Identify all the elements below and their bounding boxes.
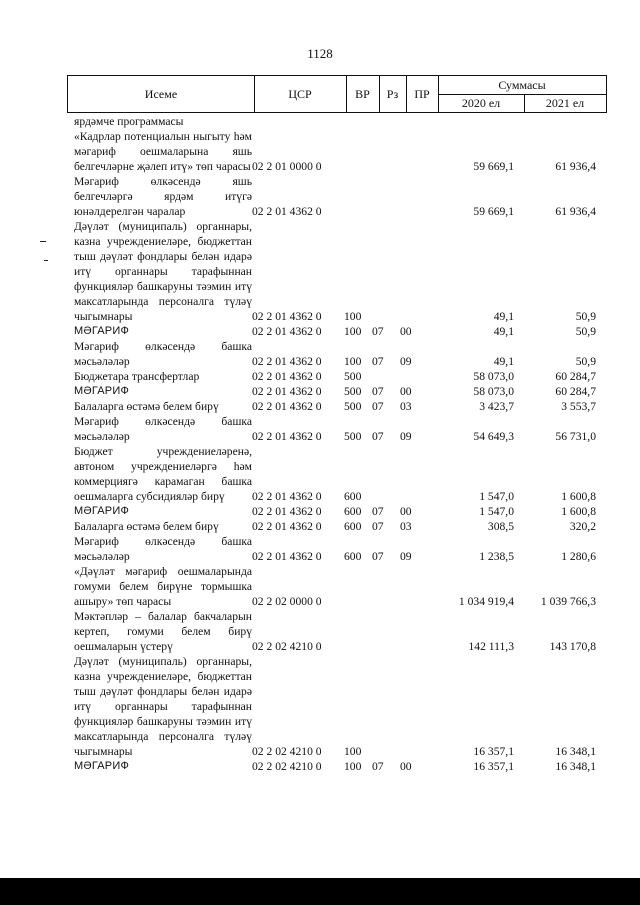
cell-rz: 07 [372,355,384,368]
cell-pr: 00 [400,760,412,773]
cell-vr: 100 [344,355,362,368]
margin-mark [40,241,46,242]
cell-csr: 02 2 01 4362 0 [252,355,322,368]
cell-csr: 02 2 01 4362 0 [252,400,322,413]
cell-rz: 07 [372,400,384,413]
header-vr: ВР [355,86,370,101]
cell-name: Мәгариф өлкәсендә башка мәсьәләләр [74,415,252,443]
cell-y1: 1 034 919,4 [458,595,514,608]
cell-y2: 50,9 [575,310,596,323]
table-row [74,399,614,414]
cell-y2: 61 936,4 [555,160,596,173]
table-row [74,174,614,219]
header-sums: Суммасы [498,77,546,92]
cell-name: Мәгариф өлкәсендә башка мәсьәләләр [74,340,252,368]
cell-rz: 07 [372,430,384,443]
cell-csr: 02 2 01 4362 0 [252,370,322,383]
cell-y2: 320,2 [569,520,596,533]
cell-pr: 00 [400,385,412,398]
table-row [74,444,614,504]
cell-y1: 58 073,0 [473,370,514,383]
table-row [74,219,614,324]
cell-y1: 59 669,1 [473,205,514,218]
table-row [74,114,614,129]
table-row [74,414,614,444]
table-row [74,519,614,534]
cell-name: Дәүләт (муниципаль) органнары, казна учреждениеләре, бюджеттан тыш дәүләт фондлары белән идарә итү органнары тарафыннан функцияләр башкаруны тәэмин итү максатларында персоналга түләү чыгымнары [74,220,252,323]
cell-csr: 02 2 01 4362 0 [252,310,322,323]
cell-vr: 600 [344,490,362,503]
cell-name: Дәүләт (муниципаль) органнары, казна учреждениеләре, бюджеттан тыш дәүләт фондлары белән идарә итү органнары тарафыннан функцияләр башкаруны тәэмин итү максатларында персоналга түләү чыгымнары [74,655,252,758]
cell-name: МӘГАРИФ [74,385,130,397]
cell-y1: 59 669,1 [473,160,514,173]
cell-pr: 09 [400,355,412,368]
cell-y2: 60 284,7 [555,385,596,398]
cell-y1: 1 547,0 [479,490,514,503]
cell-csr: 02 2 01 4362 0 [252,550,322,563]
cell-pr: 00 [400,505,412,518]
cell-csr: 02 2 01 4362 0 [252,505,322,518]
cell-y2: 60 284,7 [555,370,596,383]
table-row [74,324,614,339]
cell-vr: 600 [344,520,362,533]
cell-pr: 03 [400,400,412,413]
table-row [74,759,614,774]
table-row [74,369,614,384]
cell-y2: 61 936,4 [555,205,596,218]
cell-y2: 50,9 [575,325,596,338]
cell-y2: 143 170,8 [549,640,596,653]
cell-pr: 00 [400,325,412,338]
cell-rz: 07 [372,385,384,398]
cell-y1: 1 238,5 [479,550,514,563]
cell-vr: 100 [344,745,362,758]
cell-csr: 02 2 01 4362 0 [252,205,322,218]
cell-y1: 16 357,1 [473,760,514,773]
cell-csr: 02 2 01 4362 0 [252,385,322,398]
margin-mark [44,260,48,261]
cell-rz: 07 [372,505,384,518]
cell-y1: 49,1 [493,355,514,368]
cell-y2: 50,9 [575,355,596,368]
cell-vr: 500 [344,385,362,398]
cell-y2: 1 600,8 [561,490,596,503]
cell-y2: 56 731,0 [555,430,596,443]
cell-name: Мәгариф өлкәсендә яшь белгечләргә ярдәм итүгә юнәлдерелгән чаралар [74,175,252,218]
cell-y1: 3 423,7 [479,400,514,413]
cell-pr: 09 [400,430,412,443]
cell-pr: 03 [400,520,412,533]
cell-name: ярдәмче программасы [74,115,184,128]
header-rz: Рз [386,86,399,101]
header-year-2020: 2020 ел [461,95,501,110]
cell-vr: 100 [344,760,362,773]
cell-vr: 500 [344,430,362,443]
cell-y2: 16 348,1 [555,760,596,773]
cell-name: Балаларга өстәмә белем бирү [74,520,219,533]
cell-name: Балаларга өстәмә белем бирү [74,400,219,413]
cell-vr: 600 [344,505,362,518]
cell-vr: 600 [344,550,362,563]
cell-csr: 02 2 02 4210 0 [252,640,322,653]
cell-pr: 09 [400,550,412,563]
table-row [74,609,614,654]
header-year-2021: 2021 ел [545,95,585,110]
scan-footer-band [0,878,640,905]
header-name: Исеме [144,86,178,101]
cell-csr: 02 2 01 4362 0 [252,430,322,443]
table-row [74,504,614,519]
table-row [74,384,614,399]
cell-csr: 02 2 01 4362 0 [252,490,322,503]
cell-y1: 142 111,3 [468,640,514,653]
cell-y1: 58 073,0 [473,385,514,398]
table-row [74,339,614,369]
cell-name: МӘГАРИФ [74,325,130,337]
cell-vr: 500 [344,370,362,383]
cell-y2: 1 600,8 [561,505,596,518]
cell-y1: 49,1 [493,325,514,338]
cell-name: Бюджетара трансфертлар [74,370,200,383]
cell-csr: 02 2 01 0000 0 [252,160,322,173]
cell-name: «Дәүләт мәгариф оешмаларында гомуми белем бирүне тормышка ашыру» төп чарасы [74,565,252,608]
header-pr: ПР [414,86,430,101]
table-header [67,75,607,113]
cell-y1: 1 547,0 [479,505,514,518]
cell-y1: 54 649,3 [473,430,514,443]
cell-csr: 02 2 02 4210 0 [252,760,322,773]
cell-vr: 500 [344,400,362,413]
cell-name: МӘГАРИФ [74,505,130,517]
cell-rz: 07 [372,520,384,533]
header-csr: ЦСР [288,86,312,101]
cell-y2: 16 348,1 [555,745,596,758]
cell-rz: 07 [372,760,384,773]
cell-name: Мәктәпләр – балалар бакчаларын кертеп, гомуми белем бирү оешмаларын үстерү [74,610,252,653]
cell-rz: 07 [372,325,384,338]
cell-y2: 1 039 766,3 [540,595,596,608]
cell-name: «Кадрлар потенциалын ныгыту һәм мәгариф оешмаларына яшь белгечләрне җәлеп итү» төп чарасы [74,130,252,173]
page-number: 1128 [307,46,333,61]
cell-rz: 07 [372,550,384,563]
table-row [74,654,614,759]
cell-y2: 3 553,7 [561,400,596,413]
cell-y1: 16 357,1 [473,745,514,758]
budget-table-body [74,114,614,774]
cell-y2: 1 280,6 [561,550,596,563]
cell-vr: 100 [344,310,362,323]
table-row [74,564,614,609]
cell-csr: 02 2 02 0000 0 [252,595,322,608]
cell-csr: 02 2 02 4210 0 [252,745,322,758]
cell-name: МӘГАРИФ [74,760,130,772]
cell-csr: 02 2 01 4362 0 [252,325,322,338]
cell-y1: 308,5 [487,520,514,533]
table-row [74,534,614,564]
table-row [74,129,614,174]
cell-y1: 49,1 [493,310,514,323]
cell-name: Мәгариф өлкәсендә башка мәсьәләләр [74,535,252,563]
cell-csr: 02 2 01 4362 0 [252,520,322,533]
cell-vr: 100 [344,325,362,338]
cell-name: Бюджет учреждениеләренә, автоном учреждениеләргә һәм коммерциягә карамаган башка оешмаларга субсидияләр бирү [74,445,252,503]
